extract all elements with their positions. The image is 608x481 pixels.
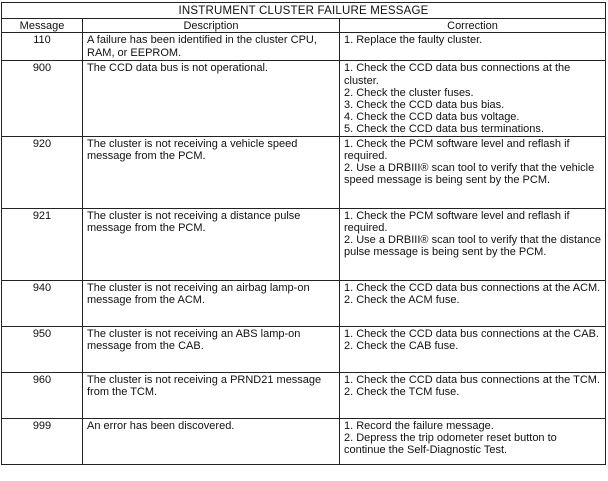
message-code-cell: 900	[2, 61, 83, 136]
description-cell: The cluster is not receiving a PRND21 message from the TCM.	[83, 372, 340, 418]
table-row	[2, 418, 606, 464]
message-code-cell: 999	[2, 418, 83, 464]
correction-step: 2. Use a DRBIII® scan tool to verify that the vehicle speed message is being sent by the PCM.	[344, 162, 595, 187]
description-cell: A failure has been identified in the cluster CPU, RAM, or EEPROM.	[83, 33, 340, 61]
correction-step: 5. Check the CCD data bus terminations.	[344, 123, 544, 136]
message-code-cell: 920	[2, 136, 83, 208]
message-code-cell: 921	[2, 208, 83, 280]
correction-cell	[340, 326, 606, 372]
description-cell: An error has been discovered.	[83, 418, 340, 464]
correction-step: 2. Check the CAB fuse.	[344, 339, 459, 352]
description-cell: The cluster is not receiving a distance pulse message from the PCM.	[83, 208, 340, 280]
header-description: Description	[83, 19, 340, 33]
correction-step: 1. Check the CCD data bus connections at the CAB.	[344, 327, 599, 340]
table-row	[2, 372, 606, 418]
message-code-cell: 940	[2, 280, 83, 326]
correction-step: 4. Check the CCD data bus voltage.	[344, 111, 520, 124]
table-row	[2, 280, 606, 326]
correction-step: 2. Check the cluster fuses.	[344, 86, 474, 99]
correction-cell	[340, 61, 606, 136]
header-message: Message	[2, 19, 83, 33]
description-cell: The cluster is not receiving a vehicle speed message from the PCM.	[83, 136, 340, 208]
description-cell: The cluster is not receiving an airbag lamp-on message from the ACM.	[83, 280, 340, 326]
message-code-cell: 960	[2, 372, 83, 418]
table-row	[2, 136, 606, 208]
failure-message-table	[1, 2, 606, 465]
table-title: INSTRUMENT CLUSTER FAILURE MESSAGE	[2, 3, 606, 19]
correction-step: 1. Record the failure message.	[344, 419, 494, 432]
table-row	[2, 326, 606, 372]
message-code-cell: 950	[2, 326, 83, 372]
correction-step: 1. Check the CCD data bus connections at the TCM.	[344, 373, 600, 386]
description-cell: The CCD data bus is not operational.	[83, 61, 340, 136]
correction-cell	[340, 372, 606, 418]
correction-step: 1. Check the PCM software level and reflash if required.	[344, 137, 570, 162]
correction-step: 2. Check the TCM fuse.	[344, 385, 460, 398]
message-code-cell: 110	[2, 33, 83, 61]
correction-step: 3. Check the CCD data bus bias.	[344, 99, 505, 112]
table-title-row	[2, 3, 606, 19]
correction-step: 2. Use a DRBIII® scan tool to verify that the distance pulse message is being sent by the PCM.	[344, 234, 601, 259]
correction-step: 2. Check the ACM fuse.	[344, 293, 460, 306]
correction-step: 1. Check the PCM software level and reflash if required.	[344, 209, 570, 234]
table-row	[2, 208, 606, 280]
correction-cell	[340, 136, 606, 208]
correction-step: 1. Replace the faulty cluster.	[344, 34, 483, 47]
correction-step: 2. Depress the trip odometer reset button to continue the Self-Diagnostic Test.	[344, 431, 557, 457]
table-header-row	[2, 19, 606, 33]
description-cell: The cluster is not receiving an ABS lamp-on message from the CAB.	[83, 326, 340, 372]
correction-step: 1. Check the CCD data bus connections at the cluster.	[344, 62, 571, 87]
table-row	[2, 33, 606, 61]
correction-cell	[340, 33, 606, 61]
table-row	[2, 61, 606, 136]
correction-cell	[340, 208, 606, 280]
correction-cell	[340, 418, 606, 464]
correction-step: 1. Check the CCD data bus connections at the ACM.	[344, 281, 601, 294]
correction-cell	[340, 280, 606, 326]
header-correction: Correction	[340, 19, 606, 33]
